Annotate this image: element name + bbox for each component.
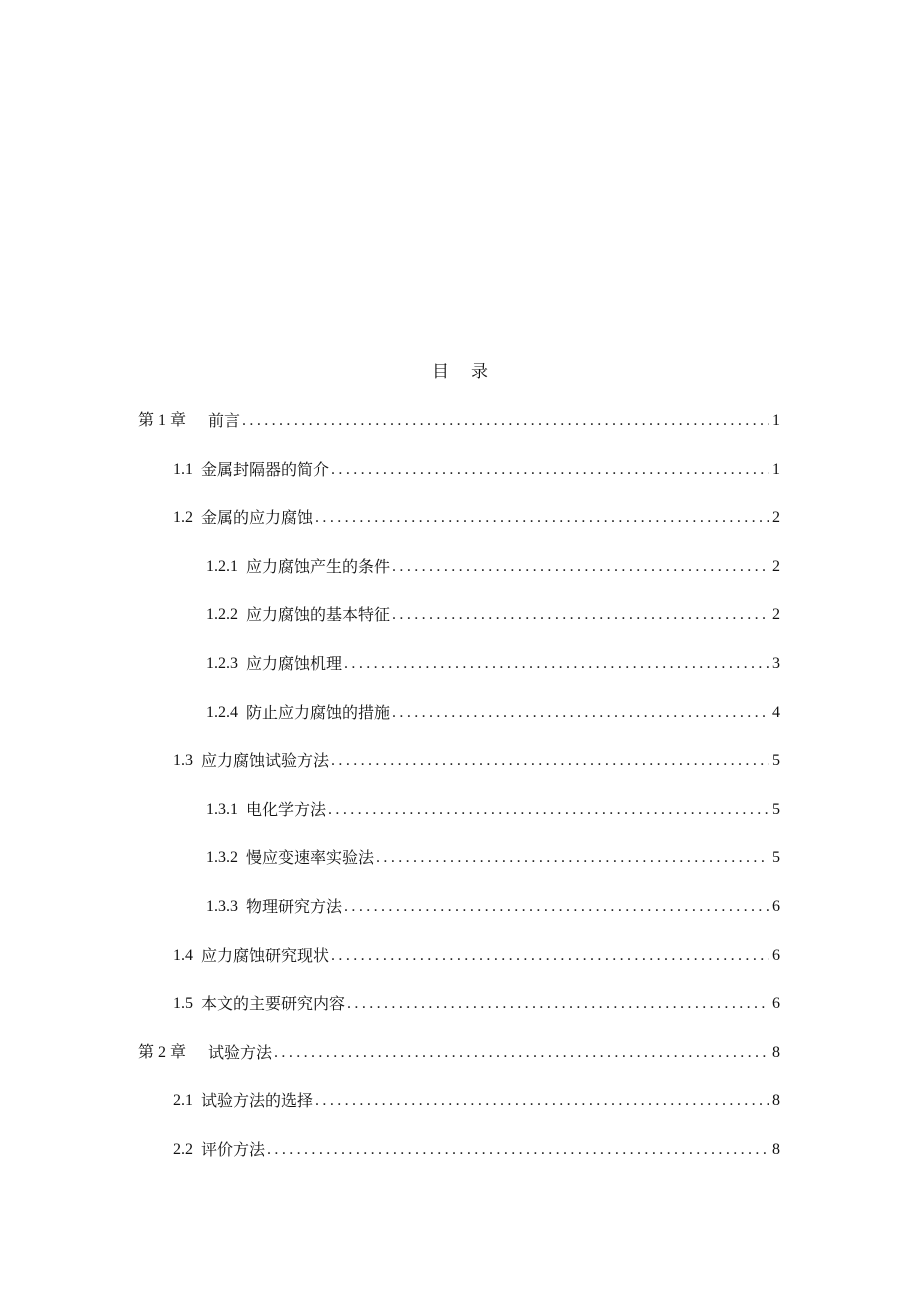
toc-entry-page: 3 xyxy=(772,655,780,672)
toc-entry-label: 试验方法 xyxy=(208,1042,273,1062)
toc-entry-number: 2.2 xyxy=(173,1141,193,1158)
toc-entry-page: 8 xyxy=(772,1141,780,1158)
toc-entry-label: 应力腐蚀机理 xyxy=(246,654,343,673)
toc-entry-number: 2.1 xyxy=(173,1092,193,1110)
dot-leader xyxy=(315,1091,769,1111)
toc-entry-number: 1.3.3 xyxy=(206,898,238,915)
dot-leader xyxy=(376,848,769,868)
toc-entry-chapter-2[interactable] xyxy=(138,1039,780,1063)
toc-entry-2-2[interactable] xyxy=(173,1136,780,1160)
toc-entry-page: 2 xyxy=(772,606,780,624)
toc-title-char-2: 录 xyxy=(471,362,488,382)
toc-entry-label: 物理研究方法 xyxy=(246,897,343,916)
toc-entry-label: 慢应变速率实验法 xyxy=(246,848,375,868)
toc-entry-number: 第 2 章 xyxy=(138,1043,187,1061)
toc-entry-label: 试验方法的选择 xyxy=(201,1091,314,1111)
toc-entry-1-3-2[interactable] xyxy=(206,844,780,868)
toc-entry-label: 金属的应力腐蚀 xyxy=(201,508,314,528)
toc-entry-page: 5 xyxy=(772,849,780,867)
toc-entry-1-2-1[interactable] xyxy=(206,553,780,577)
toc-entry-page: 2 xyxy=(772,557,780,575)
dot-leader xyxy=(267,1140,769,1160)
toc-title xyxy=(0,357,920,382)
dot-leader xyxy=(242,411,769,431)
toc-entry-page: 1 xyxy=(772,412,780,429)
toc-entry-page: 1 xyxy=(772,460,780,478)
toc-entry-1-2-4[interactable] xyxy=(206,699,780,723)
toc-entry-number: 1.3.2 xyxy=(206,849,238,867)
dot-leader xyxy=(392,605,769,625)
toc-entry-2-1[interactable] xyxy=(173,1087,780,1111)
toc-entry-number: 第 1 章 xyxy=(138,412,187,429)
toc-entry-number: 1.3 xyxy=(173,752,193,770)
toc-entry-label: 评价方法 xyxy=(201,1140,266,1159)
toc-entry-page: 2 xyxy=(772,509,780,527)
toc-entry-page: 4 xyxy=(772,703,780,721)
toc-entry-number: 1.1 xyxy=(173,460,193,478)
toc-entry-1-3-1[interactable] xyxy=(206,796,780,820)
toc-entry-label: 应力腐蚀研究现状 xyxy=(201,945,330,965)
toc-entry-number: 1.2.4 xyxy=(206,703,238,721)
toc-entry-number: 1.2.2 xyxy=(206,606,238,624)
dot-leader xyxy=(331,751,769,771)
toc-entry-label: 应力腐蚀的基本特征 xyxy=(246,605,391,625)
toc-entry-label: 前言 xyxy=(208,411,241,430)
toc-entry-1-2[interactable] xyxy=(173,504,780,528)
toc-entry-page: 8 xyxy=(772,1092,780,1110)
toc-entry-label: 应力腐蚀产生的条件 xyxy=(246,556,391,576)
toc-entry-number: 1.2 xyxy=(173,509,193,527)
toc-entry-number: 1.3.1 xyxy=(206,800,238,818)
toc-entry-number: 1.5 xyxy=(173,995,193,1013)
toc-entry-page: 6 xyxy=(772,946,780,964)
toc-title-char-1: 目 xyxy=(432,362,449,382)
toc-entry-1-3[interactable] xyxy=(173,747,780,771)
toc-entry-1-3-3[interactable] xyxy=(206,893,780,917)
toc-entry-label: 金属封隔器的简介 xyxy=(201,459,330,479)
dot-leader xyxy=(392,703,769,723)
dot-leader xyxy=(274,1043,769,1063)
toc-entry-chapter-1[interactable] xyxy=(138,407,780,431)
dot-leader xyxy=(315,508,769,528)
toc-entry-1-2-2[interactable] xyxy=(206,601,780,625)
toc-entry-label: 应力腐蚀试验方法 xyxy=(201,751,330,771)
toc-entry-number: 1.2.3 xyxy=(206,655,238,672)
toc-entry-page: 8 xyxy=(772,1043,780,1061)
dot-leader xyxy=(344,897,769,917)
toc-entry-label: 电化学方法 xyxy=(246,799,327,819)
toc-entry-page: 5 xyxy=(772,800,780,818)
toc-entry-number: 1.4 xyxy=(173,946,193,964)
dot-leader xyxy=(347,994,769,1014)
toc-entry-1-5[interactable] xyxy=(173,990,780,1014)
dot-leader xyxy=(328,800,769,820)
dot-leader xyxy=(331,946,769,966)
toc-entry-label: 本文的主要研究内容 xyxy=(201,994,346,1014)
toc-entry-1-1[interactable] xyxy=(173,456,780,480)
toc-entry-page: 6 xyxy=(772,995,780,1013)
toc-entry-1-2-3[interactable] xyxy=(206,650,780,674)
toc-entry-page: 5 xyxy=(772,752,780,770)
dot-leader xyxy=(331,460,769,480)
toc-entry-page: 6 xyxy=(772,898,780,915)
toc-entry-number: 1.2.1 xyxy=(206,557,238,575)
dot-leader xyxy=(344,654,769,674)
toc-entry-label: 防止应力腐蚀的措施 xyxy=(246,702,391,722)
toc-entry-1-4[interactable] xyxy=(173,942,780,966)
dot-leader xyxy=(392,557,769,577)
